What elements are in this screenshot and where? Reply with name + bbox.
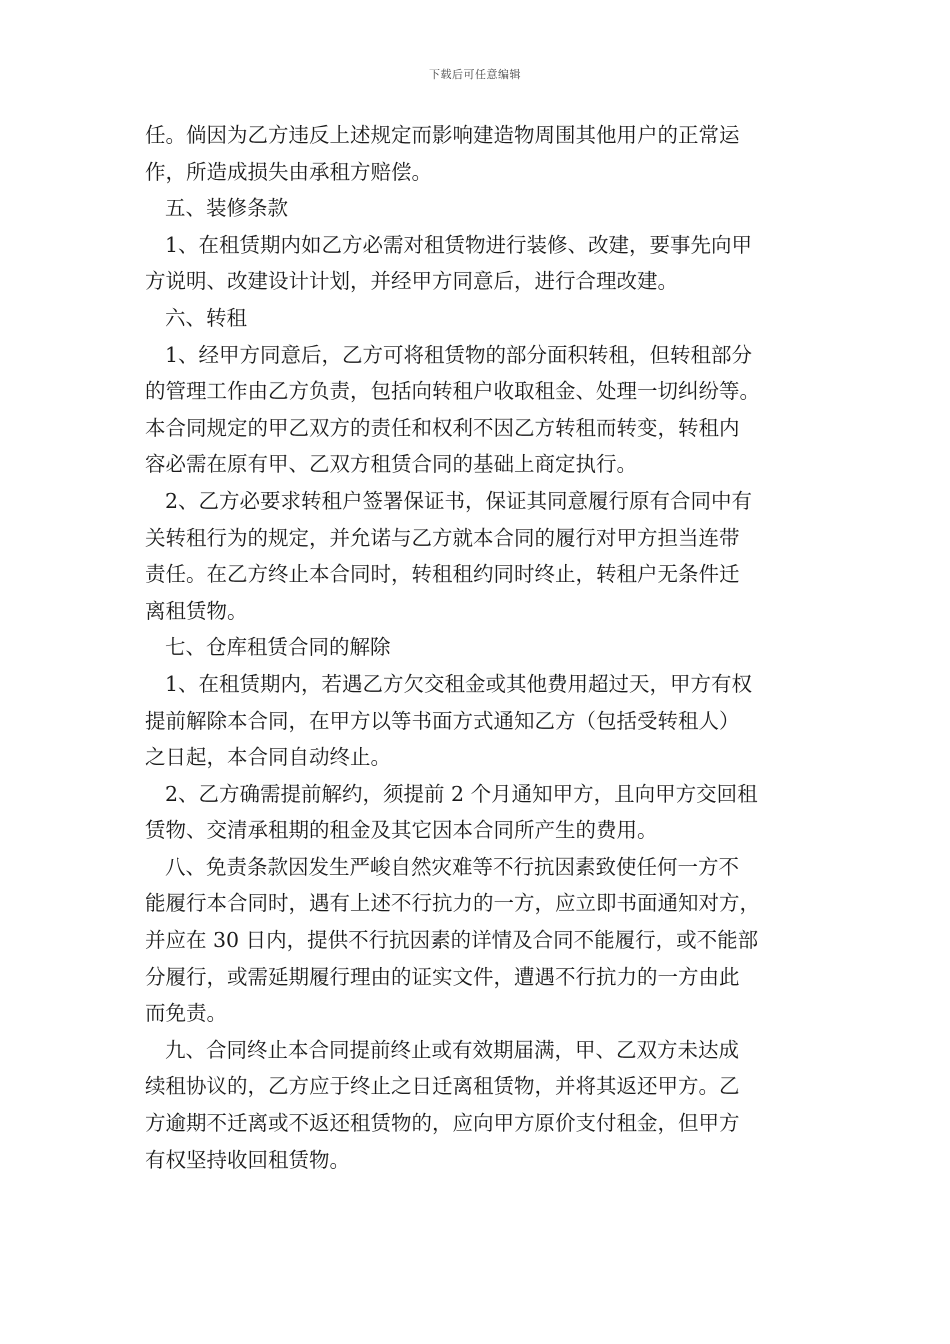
text-line: 方说明、改建设计计划，并经甲方同意后，进行合理改建。 bbox=[145, 269, 678, 294]
text-line: 任。倘因为乙方违反上述规定而影响建造物周围其他用户的正常运 bbox=[145, 123, 740, 147]
page-header: 下载后可任意编辑 bbox=[429, 68, 521, 81]
text-line: 方逾期不迁离或不返还租赁物的，应向甲方原价支付租金，但甲方 bbox=[145, 1111, 740, 1136]
text-line: 2、乙方必要求转租户签署保证书，保证其同意履行原有合同中有 bbox=[165, 488, 753, 513]
text-line: 并应在 30 日内，提供不行抗因素的详情及合同不能履行，或不能部 bbox=[145, 928, 759, 953]
text-line: 能履行本合同时，遇有上述不行抗力的一方，应立即书面通知对方， bbox=[145, 891, 760, 916]
text-line: 赁物、交清承租期的租金及其它因本合同所产生的费用。 bbox=[145, 818, 658, 843]
text-line: 1、经甲方同意后，乙方可将租赁物的部分面积转租，但转租部分 bbox=[165, 342, 753, 367]
text-line: 容必需在原有甲、乙双方租赁合同的基础上商定执行。 bbox=[145, 452, 637, 477]
text-line: 关转租行为的规定，并允诺与乙方就本合同的履行对甲方担当连带 bbox=[145, 525, 740, 550]
text-line: 1、在租赁期内如乙方必需对租赁物进行装修、改建，要事先向甲 bbox=[165, 232, 753, 257]
text-line: 有权坚持收回租赁物。 bbox=[145, 1147, 350, 1172]
section-heading: 九、合同终止本合同提前终止或有效期届满，甲、乙双方未达成 bbox=[165, 1037, 739, 1062]
text-line: 作，所造成损失由承租方赔偿。 bbox=[145, 159, 432, 184]
text-line: 责任。在乙方终止本合同时，转租租约同时终止，转租户无条件迁 bbox=[145, 562, 740, 587]
text-line: 的管理工作由乙方负责，包括向转租户收取租金、处理一切纠纷等。 bbox=[145, 379, 760, 404]
text-line: 之日起，本合同自动终止。 bbox=[145, 745, 391, 770]
section-heading: 八、免责条款因发生严峻自然灾难等不行抗因素致使任何一方不 bbox=[165, 854, 739, 879]
text-line: 1、在租赁期内，若遇乙方欠交租金或其他费用超过天，甲方有权 bbox=[165, 671, 753, 696]
text-line: 提前解除本合同，在甲方以等书面方式通知乙方（包括受转租人） bbox=[145, 708, 740, 733]
text-line: 分履行，或需延期履行理由的证实文件，遭遇不行抗力的一方由此 bbox=[145, 964, 740, 989]
text-line: 2、乙方确需提前解约，须提前 2 个月通知甲方，且向甲方交回租 bbox=[165, 781, 758, 806]
section-heading: 五、装修条款 bbox=[165, 196, 288, 221]
section-heading: 六、转租 bbox=[165, 305, 247, 330]
text-line: 而免责。 bbox=[145, 1001, 227, 1026]
text-line: 本合同规定的甲乙双方的责任和权利不因乙方转租而转变，转租内 bbox=[145, 415, 740, 440]
section-heading: 七、仓库租赁合同的解除 bbox=[165, 635, 391, 660]
text-line: 续租协议的，乙方应于终止之日迁离租赁物，并将其返还甲方。乙 bbox=[145, 1074, 740, 1099]
text-line: 离租赁物。 bbox=[145, 598, 248, 623]
document-body bbox=[145, 117, 825, 1178]
